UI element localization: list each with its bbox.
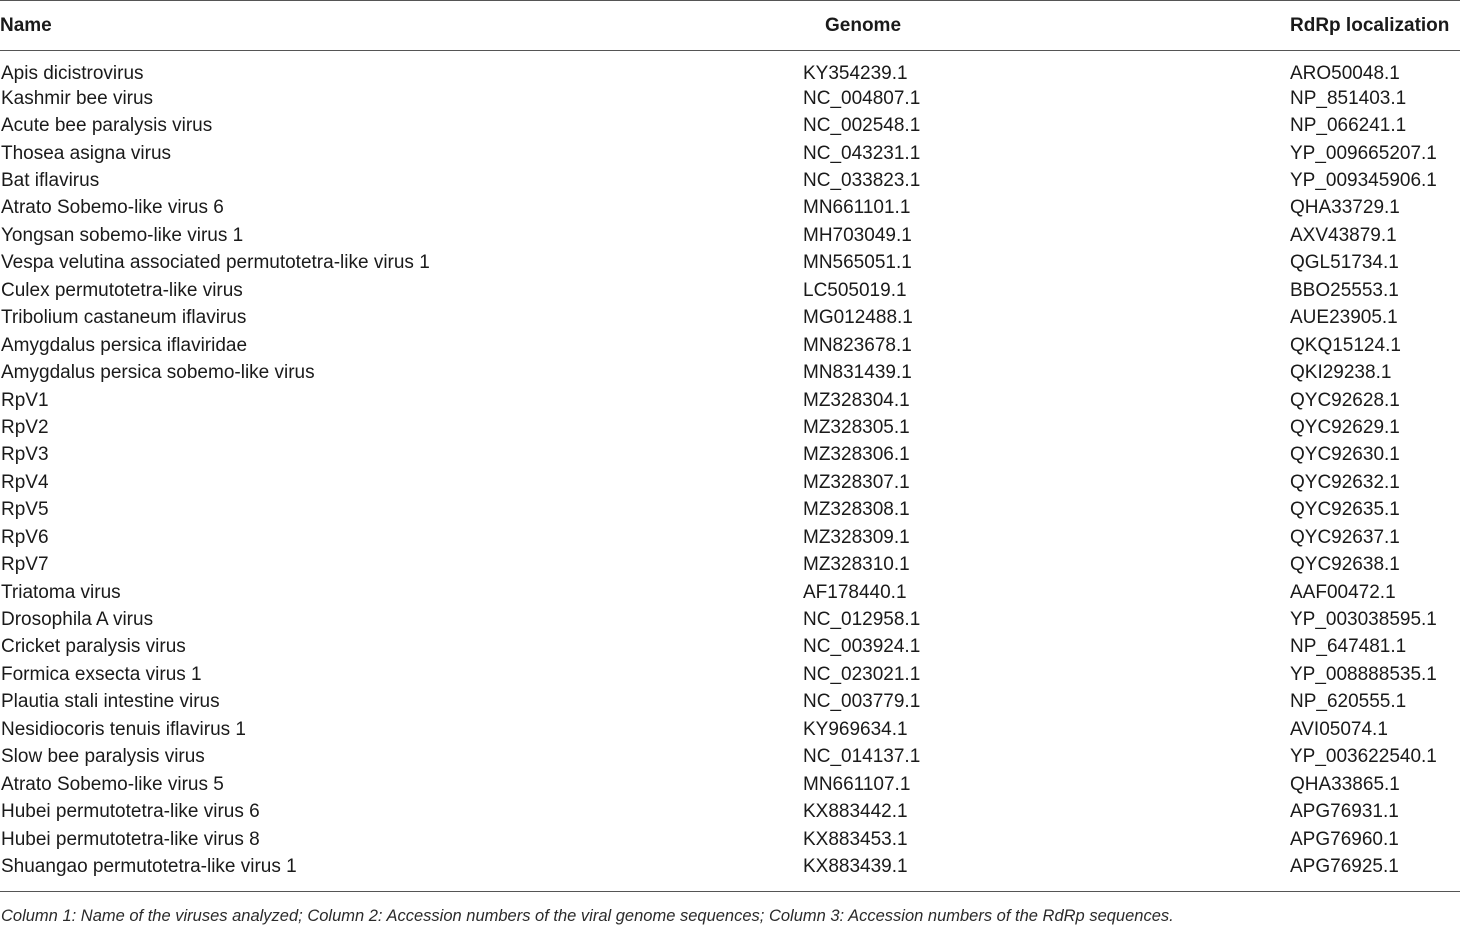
- table-row: [0, 414, 1460, 441]
- cell-virus-name: Atrato Sobemo-like virus 5: [1, 773, 224, 795]
- table-row: [0, 332, 1460, 359]
- cell-rdrp-accession: QKQ15124.1: [1290, 334, 1401, 356]
- cell-genome-accession: MN661107.1: [803, 773, 911, 795]
- cell-genome-accession: MH703049.1: [803, 224, 912, 246]
- cell-genome-accession: NC_003779.1: [803, 691, 921, 713]
- cell-virus-name: Thosea asigna virus: [1, 142, 172, 164]
- cell-rdrp-accession: AUE23905.1: [1290, 307, 1398, 329]
- cell-virus-name: Shuangao permutotetra-like virus 1: [1, 855, 297, 877]
- cell-genome-accession: MZ328307.1: [803, 471, 910, 493]
- table-row: [0, 524, 1460, 551]
- cell-virus-name: Formica exsecta virus 1: [1, 663, 202, 685]
- table-row: [0, 579, 1460, 606]
- table-row: [0, 689, 1460, 716]
- cell-genome-accession: MZ328305.1: [803, 416, 910, 438]
- cell-rdrp-accession: AAF00472.1: [1290, 581, 1396, 603]
- table-row: [0, 497, 1460, 524]
- table-row: [0, 277, 1460, 304]
- cell-rdrp-accession: APG76931.1: [1290, 801, 1399, 823]
- cell-genome-accession: NC_003924.1: [803, 636, 921, 658]
- table-row: [0, 250, 1460, 277]
- cell-rdrp-accession: YP_003038595.1: [1290, 609, 1437, 631]
- cell-rdrp-accession: QYC92628.1: [1290, 389, 1400, 411]
- cell-rdrp-accession: QGL51734.1: [1290, 252, 1399, 274]
- cell-genome-accession: MZ328308.1: [803, 499, 910, 521]
- cell-virus-name: Yongsan sobemo-like virus 1: [1, 224, 244, 246]
- table-row: [0, 771, 1460, 798]
- table-row: [0, 826, 1460, 853]
- table-row: [0, 744, 1460, 771]
- cell-virus-name: Kashmir bee virus: [1, 87, 154, 109]
- cell-virus-name: Atrato Sobemo-like virus 6: [1, 197, 224, 219]
- table-row: [0, 716, 1460, 743]
- cell-virus-name: RpV4: [1, 471, 49, 493]
- header-rdrp-localization: RdRp localization: [1290, 1, 1460, 51]
- cell-genome-accession: MZ328304.1: [803, 389, 910, 411]
- cell-genome-accession: NC_033823.1: [803, 170, 921, 192]
- cell-virus-name: RpV7: [1, 554, 49, 576]
- table-row: [0, 798, 1460, 825]
- cell-virus-name: Apis dicistrovirus: [1, 63, 144, 84]
- table-row: [0, 140, 1460, 167]
- table-row: [0, 85, 1460, 112]
- cell-rdrp-accession: YP_009665207.1: [1290, 142, 1437, 164]
- cell-rdrp-accession: QYC92629.1: [1290, 416, 1400, 438]
- cell-virus-name: RpV3: [1, 444, 49, 466]
- table-row: [0, 853, 1460, 880]
- cell-rdrp-accession: APG76960.1: [1290, 828, 1399, 850]
- cell-virus-name: Culex permutotetra-like virus: [1, 279, 243, 301]
- cell-virus-name: Amygdalus persica sobemo-like virus: [1, 362, 315, 384]
- cell-rdrp-accession: QYC92637.1: [1290, 526, 1400, 548]
- cell-rdrp-accession: QYC92638.1: [1290, 554, 1400, 576]
- table-row: [0, 222, 1460, 249]
- table-row: [0, 551, 1460, 578]
- cell-rdrp-accession: BBO25553.1: [1290, 279, 1399, 301]
- cell-virus-name: Nesidiocoris tenuis iflavirus 1: [1, 718, 246, 740]
- cell-genome-accession: NC_002548.1: [803, 115, 921, 137]
- cell-virus-name: RpV6: [1, 526, 49, 548]
- table-row: [0, 167, 1460, 194]
- table-header: [0, 1, 1460, 51]
- table-row: [0, 469, 1460, 496]
- cell-virus-name: Cricket paralysis virus: [1, 636, 186, 658]
- table-row: [0, 634, 1460, 661]
- cell-genome-accession: AF178440.1: [803, 581, 907, 603]
- cell-rdrp-accession: APG76925.1: [1290, 855, 1399, 877]
- table-row: [0, 359, 1460, 386]
- table-row: [0, 387, 1460, 414]
- cell-genome-accession: NC_012958.1: [803, 609, 921, 631]
- cell-rdrp-accession: QHA33729.1: [1290, 197, 1400, 219]
- cell-virus-name: RpV2: [1, 416, 49, 438]
- table-row: [0, 51, 1460, 86]
- cell-rdrp-accession: NP_851403.1: [1290, 87, 1407, 109]
- table-row: [0, 442, 1460, 469]
- cell-genome-accession: KX883442.1: [803, 801, 908, 823]
- cell-rdrp-accession: YP_003622540.1: [1290, 746, 1437, 768]
- cell-genome-accession: NC_014137.1: [803, 746, 921, 768]
- table-row: [0, 661, 1460, 688]
- cell-virus-name: Vespa velutina associated permutotetra-like virus 1: [1, 252, 430, 274]
- cell-virus-name: Hubei permutotetra-like virus 8: [1, 828, 260, 850]
- cell-rdrp-accession: QKI29238.1: [1290, 362, 1392, 384]
- table-row: [0, 195, 1460, 222]
- cell-genome-accession: MZ328306.1: [803, 444, 910, 466]
- cell-virus-name: Amygdalus persica iflaviridae: [1, 334, 248, 356]
- cell-rdrp-accession: YP_008888535.1: [1290, 663, 1437, 685]
- cell-genome-accession: MN823678.1: [803, 334, 912, 356]
- cell-genome-accession: LC505019.1: [803, 279, 907, 301]
- cell-rdrp-accession: AXV43879.1: [1290, 224, 1397, 246]
- cell-genome-accession: MN565051.1: [803, 252, 912, 274]
- cell-virus-name: RpV1: [1, 389, 49, 411]
- cell-genome-accession: MZ328310.1: [803, 554, 910, 576]
- cell-genome-accession: MG012488.1: [803, 307, 913, 329]
- cell-virus-name: Hubei permutotetra-like virus 6: [1, 801, 260, 823]
- cell-virus-name: Drosophila A virus: [1, 609, 154, 631]
- cell-rdrp-accession: AVI05074.1: [1290, 718, 1388, 740]
- cell-rdrp-accession: NP_647481.1: [1290, 636, 1407, 658]
- cell-virus-name: Slow bee paralysis virus: [1, 746, 205, 768]
- cell-genome-accession: NC_004807.1: [803, 87, 921, 109]
- cell-virus-name: Triatoma virus: [1, 581, 121, 603]
- header-genome: Genome: [803, 1, 1290, 51]
- cell-rdrp-accession: QYC92635.1: [1290, 499, 1400, 521]
- table-row: [0, 112, 1460, 139]
- header-row: [0, 1, 1460, 51]
- cell-rdrp-accession: ARO50048.1: [1290, 63, 1400, 84]
- table-row: [0, 606, 1460, 633]
- table-bottom-rule: [0, 891, 1460, 892]
- cell-genome-accession: KY969634.1: [803, 718, 908, 740]
- cell-rdrp-accession: YP_009345906.1: [1290, 170, 1437, 192]
- header-name: Name: [0, 1, 803, 51]
- cell-virus-name: Acute bee paralysis virus: [1, 115, 213, 137]
- cell-genome-accession: KY354239.1: [803, 63, 908, 84]
- table-row: [0, 305, 1460, 332]
- table-body: [0, 51, 1460, 881]
- cell-genome-accession: MZ328309.1: [803, 526, 910, 548]
- cell-genome-accession: MN661101.1: [803, 197, 911, 219]
- table-footnote: Column 1: Name of the viruses analyzed; Column 2: Accession numbers of the viral genome sequences; Column 3: Accession numbers of the RdRp sequences.: [1, 907, 1174, 925]
- cell-virus-name: Plautia stali intestine virus: [1, 691, 220, 713]
- cell-virus-name: Tribolium castaneum iflavirus: [1, 307, 247, 329]
- cell-genome-accession: KX883439.1: [803, 855, 908, 877]
- cell-rdrp-accession: NP_620555.1: [1290, 691, 1407, 713]
- cell-rdrp-accession: NP_066241.1: [1290, 115, 1407, 137]
- cell-rdrp-accession: QYC92632.1: [1290, 471, 1400, 493]
- cell-genome-accession: NC_043231.1: [803, 142, 921, 164]
- cell-genome-accession: MN831439.1: [803, 362, 912, 384]
- cell-rdrp-accession: QHA33865.1: [1290, 773, 1400, 795]
- cell-rdrp-accession: QYC92630.1: [1290, 444, 1400, 466]
- cell-genome-accession: NC_023021.1: [803, 663, 921, 685]
- cell-genome-accession: KX883453.1: [803, 828, 908, 850]
- cell-virus-name: RpV5: [1, 499, 49, 521]
- cell-virus-name: Bat iflavirus: [1, 170, 100, 192]
